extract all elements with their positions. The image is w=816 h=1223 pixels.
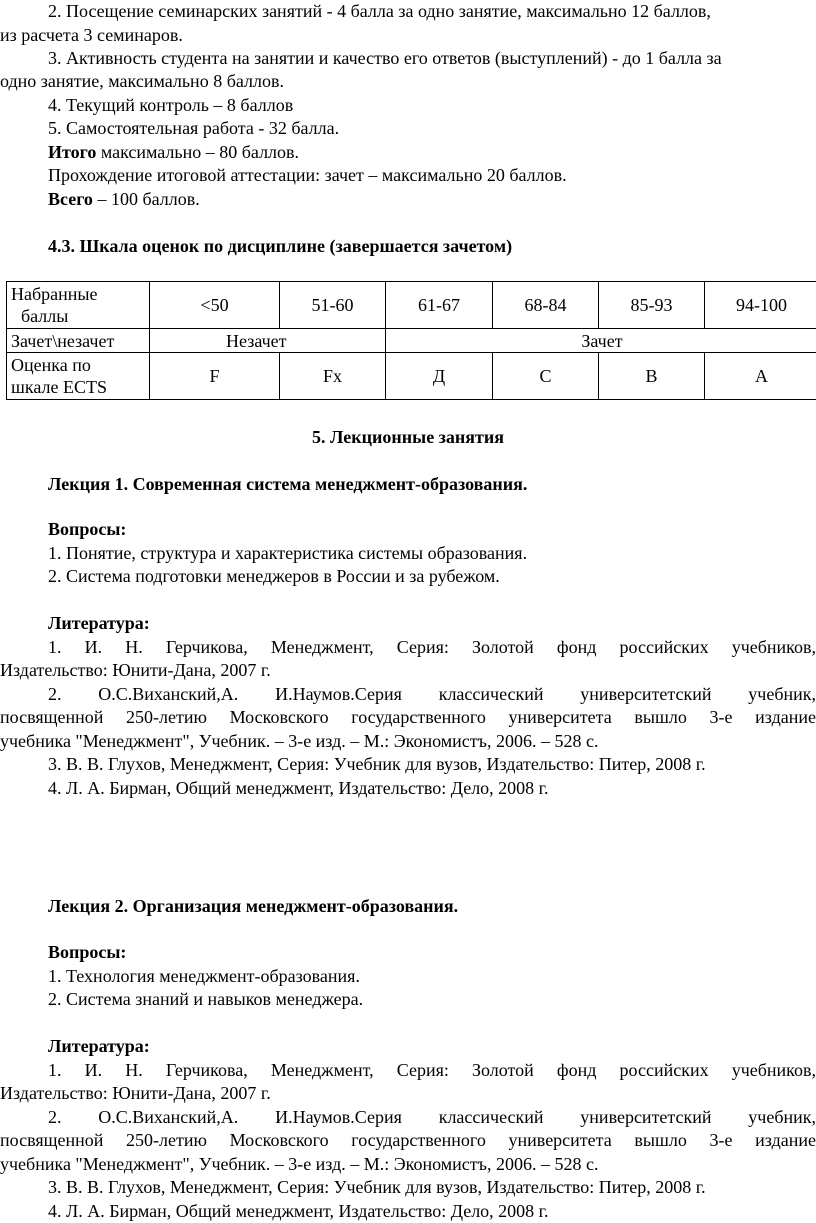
table-cell: А (705, 353, 816, 400)
row-label-points-line: Набранные (11, 283, 145, 305)
item3-line2: одно занятие, максимально 8 баллов. (0, 70, 284, 93)
table-cell-fail: Незачет (150, 329, 386, 353)
lecture1-literature-label: Литература: (48, 612, 150, 635)
lecture2-lit4: 4. Л. А. Бирман, Общий менеджмент, Издательство: Дело, 2008 г. (48, 1200, 549, 1223)
lecture2-lit2-line2: посвященной 250-летию Московского государственного университета вышло 3-е издание (0, 1129, 816, 1152)
section5-heading: 5. Лекционные занятия (0, 426, 816, 449)
table-cell: 51-60 (280, 282, 386, 329)
item5: 5. Самостоятельная работа - 32 балла. (48, 117, 339, 140)
lecture2-lit3: 3. В. В. Глухов, Менеджмент, Серия: Учебник для вузов, Издательство: Питер, 2008 г. (48, 1176, 706, 1199)
table-row (7, 353, 816, 400)
row-label-points-line: баллы (11, 305, 145, 327)
lecture2-title: Лекция 2. Организация менеджмент-образования. (48, 895, 458, 918)
lecture2-lit2-line3: учебника "Менеджмент", Учебник. – 3-е изд. – М.: Экономистъ, 2006. – 528 с. (0, 1153, 598, 1176)
lecture2-lit1-line2: Издательство: Юнити-Дана, 2007 г. (0, 1082, 271, 1105)
table-row (7, 282, 816, 329)
table-cell: Fx (280, 353, 386, 400)
item2-line2: из расчета 3 семинаров. (0, 24, 183, 47)
row-label-ects (7, 353, 150, 400)
lecture1-lit1-line2: Издательство: Юнити-Дана, 2007 г. (0, 659, 271, 682)
lecture1-lit2-line1: 2. О.С.Виханский,А. И.Наумов.Серия классический университетский учебник, (48, 683, 816, 706)
lecture2-question2: 2. Система знаний и навыков менеджера. (48, 988, 363, 1011)
item2-line1: 2. Посещение семинарских занятий - 4 балла за одно занятие, максимально 12 баллов, (48, 0, 816, 23)
lecture2-lit2-line1: 2. О.С.Виханский,А. И.Наумов.Серия классический университетский учебник, (48, 1106, 816, 1129)
lecture1-lit4: 4. Л. А. Бирман, Общий менеджмент, Издательство: Дело, 2008 г. (48, 777, 549, 800)
row-label-points (7, 282, 150, 329)
lecture1-lit3: 3. В. В. Глухов, Менеджмент, Серия: Учебник для вузов, Издательство: Питер, 2008 г. (48, 753, 706, 776)
grand-total-line (48, 188, 200, 211)
grading-scale-table (6, 281, 816, 400)
lecture1-lit2-line2: посвященной 250-летию Московского государственного университета вышло 3-е издание (0, 706, 816, 729)
lecture1-question2: 2. Система подготовки менеджеров в России и за рубежом. (48, 565, 500, 588)
table-cell: 68-84 (493, 282, 599, 329)
table-cell: <50 (150, 282, 280, 329)
lecture1-lit1-line1: 1. И. Н. Герчикова, Менеджмент, Серия: Золотой фонд российских учебников, (48, 636, 816, 659)
total-text: максимально – 80 баллов. (96, 142, 299, 162)
table-cell: 85-93 (599, 282, 705, 329)
table-cell: Д (386, 353, 493, 400)
row-label-ects-line: Оценка по (11, 354, 145, 376)
lecture1-title: Лекция 1. Современная система менеджмент-образования. (48, 473, 527, 496)
attestation-line: Прохождение итоговой аттестации: зачет – максимально 20 баллов. (48, 164, 567, 187)
table-cell: 61-67 (386, 282, 493, 329)
scale-heading: 4.3. Шкала оценок по дисциплине (завершается зачетом) (48, 235, 512, 258)
lecture2-question1: 1. Технология менеджмент-образования. (48, 965, 360, 988)
table-cell: F (150, 353, 280, 400)
total-label: Итого (48, 142, 96, 162)
lecture2-lit1-line1: 1. И. Н. Герчикова, Менеджмент, Серия: Золотой фонд российских учебников, (48, 1059, 816, 1082)
lecture1-lit2-line3: учебника "Менеджмент", Учебник. – 3-е изд. – М.: Экономистъ, 2006. – 528 с. (0, 730, 598, 753)
row-label-ects-line: шкале ECTS (11, 376, 145, 398)
table-cell: В (599, 353, 705, 400)
table-cell: 94-100 (705, 282, 816, 329)
item4: 4. Текущий контроль – 8 баллов (48, 94, 293, 117)
lecture1-questions-label: Вопросы: (48, 518, 126, 541)
item3-line1: 3. Активность студента на занятии и качество его ответов (выступлений) - до 1 балла за (48, 47, 722, 70)
lecture1-question1: 1. Понятие, структура и характеристика системы образования. (48, 542, 527, 565)
row-label-pass-fail: Зачет\незачет (7, 329, 150, 353)
table-row (7, 329, 816, 353)
grand-label: Всего (48, 189, 93, 209)
table-cell-pass: Зачет (386, 329, 816, 353)
lecture2-questions-label: Вопросы: (48, 941, 126, 964)
table-cell: С (493, 353, 599, 400)
lecture2-literature-label: Литература: (48, 1035, 150, 1058)
grand-text: – 100 баллов. (93, 189, 200, 209)
total-line (48, 141, 299, 164)
